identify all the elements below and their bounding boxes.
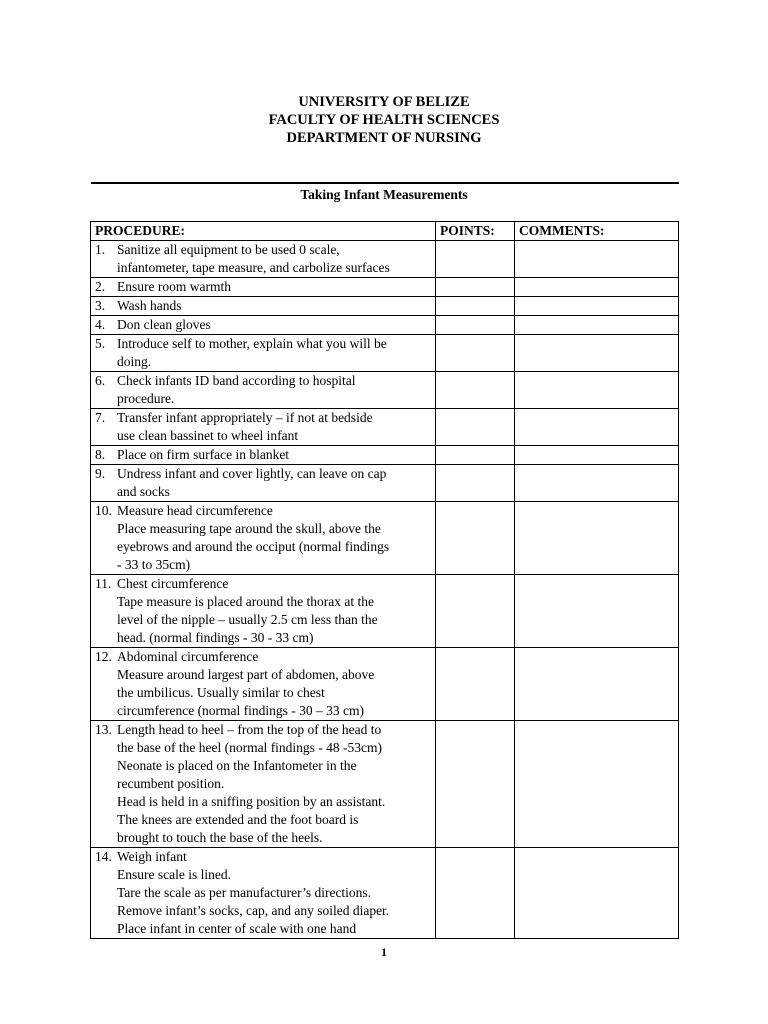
procedure-cell: [91, 372, 436, 409]
table-row: [91, 446, 679, 465]
step-text-line: Chest circumference: [117, 576, 229, 591]
step-number: 11.: [95, 576, 112, 591]
step-text-line: Tape measure is placed around the thorax at the: [117, 594, 374, 609]
step-number: 6.: [95, 373, 106, 388]
points-cell: [436, 575, 515, 648]
step-text-line: Place infant in center of scale with one hand: [117, 921, 357, 936]
comments-cell: [515, 502, 679, 575]
procedure-step: [95, 372, 431, 408]
procedure-step: [95, 278, 431, 296]
table-row: [91, 316, 679, 335]
procedure-cell: [91, 721, 436, 848]
points-cell: [436, 465, 515, 502]
table-row: [91, 372, 679, 409]
step-text-line: Ensure room warmth: [117, 279, 231, 294]
step-number: 9.: [95, 466, 106, 481]
step-text-line: head. (normal findings - 30 - 33 cm): [117, 630, 314, 645]
comments-cell: [515, 335, 679, 372]
step-text: [117, 316, 431, 334]
step-text-line: Wash hands: [117, 298, 182, 313]
procedure-cell: [91, 316, 436, 335]
procedure-step: [95, 502, 431, 574]
table-row: [91, 575, 679, 648]
step-text-line: Transfer infant appropriately – if not at bedside: [117, 410, 373, 425]
points-cell: [436, 316, 515, 335]
comments-cell: [515, 409, 679, 446]
points-cell: [436, 241, 515, 278]
procedure-step: [95, 848, 431, 938]
step-number: 1.: [95, 242, 106, 257]
step-number: 7.: [95, 410, 106, 425]
procedure-step: [95, 648, 431, 720]
step-text: [117, 648, 431, 720]
comments-cell: [515, 446, 679, 465]
points-cell: [436, 848, 515, 939]
step-text-line: circumference (normal findings - 30 – 33 cm): [117, 703, 365, 718]
step-text-line: Remove infant’s socks, cap, and any soiled diaper.: [117, 903, 390, 918]
procedure-step: [95, 241, 431, 277]
step-text: [117, 575, 431, 647]
step-text-line: the base of the heel (normal findings - 48 -53cm): [117, 740, 383, 755]
points-cell: [436, 335, 515, 372]
step-text-line: Measure around largest part of abdomen, above: [117, 667, 375, 682]
table-row: [91, 335, 679, 372]
procedure-cell: [91, 409, 436, 446]
procedure-cell: [91, 241, 436, 278]
procedure-step: [95, 465, 431, 501]
header-divider: [91, 182, 679, 184]
step-text: [117, 335, 431, 371]
step-text-line: Ensure scale is lined.: [117, 867, 231, 882]
step-number: 13.: [95, 722, 112, 737]
comments-cell: [515, 372, 679, 409]
comments-cell: [515, 465, 679, 502]
step-text: [117, 409, 431, 445]
step-text: [117, 241, 431, 277]
step-text: [117, 372, 431, 408]
procedure-step: [95, 297, 431, 315]
procedure-table: [90, 221, 679, 939]
comments-cell: [515, 575, 679, 648]
step-number: 4.: [95, 317, 106, 332]
step-text-line: Sanitize all equipment to be used 0 scale,: [117, 242, 340, 257]
procedure-cell: [91, 502, 436, 575]
procedure-cell: [91, 648, 436, 721]
procedure-cell: [91, 848, 436, 939]
procedure-cell: [91, 278, 436, 297]
step-text-line: Neonate is placed on the Infantometer in the: [117, 758, 357, 773]
points-cell: [436, 372, 515, 409]
comments-cell: [515, 297, 679, 316]
step-text-line: and socks: [117, 484, 170, 499]
step-text-line: Introduce self to mother, explain what you will be: [117, 336, 387, 351]
comments-cell: [515, 316, 679, 335]
points-cell: [436, 409, 515, 446]
comments-cell: [515, 241, 679, 278]
procedure-cell: [91, 575, 436, 648]
comments-cell: [515, 648, 679, 721]
document-header: [0, 93, 768, 147]
comments-column-header: COMMENTS:: [515, 222, 679, 241]
step-text-line: - 33 to 35cm): [117, 557, 191, 572]
step-text: [117, 721, 431, 847]
step-text: [117, 848, 431, 938]
step-text-line: the umbilicus. Usually similar to chest: [117, 685, 325, 700]
step-text-line: Abdominal circumference: [117, 649, 259, 664]
table-row: [91, 721, 679, 848]
procedure-table-body: [91, 241, 679, 939]
step-number: 8.: [95, 447, 106, 462]
comments-cell: [515, 278, 679, 297]
step-number: 14.: [95, 849, 112, 864]
step-text-line: Don clean gloves: [117, 317, 211, 332]
procedure-cell: [91, 446, 436, 465]
procedure-cell: [91, 335, 436, 372]
points-cell: [436, 278, 515, 297]
table-row: [91, 409, 679, 446]
document-title: Taking Infant Measurements: [300, 187, 468, 202]
step-text-line: Head is held in a sniffing position by an assistant.: [117, 794, 386, 809]
step-text-line: Length head to heel – from the top of the head to: [117, 722, 382, 737]
table-row: [91, 848, 679, 939]
table-header-row: [91, 222, 679, 241]
step-text-line: Check infants ID band according to hospital: [117, 373, 356, 388]
step-text-line: procedure.: [117, 391, 175, 406]
procedure-cell: [91, 297, 436, 316]
step-text: [117, 297, 431, 315]
comments-cell: [515, 848, 679, 939]
step-number: 12.: [95, 649, 112, 664]
step-text-line: The knees are extended and the foot board is: [117, 812, 359, 827]
step-text: [117, 278, 431, 296]
table-row: [91, 465, 679, 502]
step-text: [117, 446, 431, 464]
faculty-name: FACULTY OF HEALTH SCIENCES: [268, 112, 500, 128]
procedure-step: [95, 721, 431, 847]
step-text-line: Tare the scale as per manufacturer’s directions.: [117, 885, 372, 900]
points-cell: [436, 721, 515, 848]
points-column-header: POINTS:: [436, 222, 515, 241]
page-number: 1: [381, 945, 387, 959]
step-number: 10.: [95, 503, 112, 518]
points-cell: [436, 446, 515, 465]
university-name: UNIVERSITY OF BELIZE: [298, 94, 470, 110]
step-text-line: Place measuring tape around the skull, above the: [117, 521, 381, 536]
step-text-line: Measure head circumference: [117, 503, 273, 518]
procedure-cell: [91, 465, 436, 502]
table-row: [91, 297, 679, 316]
step-text: [117, 502, 431, 574]
procedure-step: [95, 446, 431, 464]
table-row: [91, 648, 679, 721]
step-number: 3.: [95, 298, 106, 313]
points-cell: [436, 297, 515, 316]
step-text-line: recumbent position.: [117, 776, 225, 791]
procedure-column-header: PROCEDURE:: [91, 222, 436, 241]
points-cell: [436, 502, 515, 575]
step-text-line: use clean bassinet to wheel infant: [117, 428, 299, 443]
step-text-line: level of the nipple – usually 2.5 cm less than the: [117, 612, 378, 627]
table-row: [91, 241, 679, 278]
procedure-step: [95, 409, 431, 445]
step-text-line: doing.: [117, 354, 152, 369]
step-text-line: eyebrows and around the occiput (normal findings: [117, 539, 390, 554]
step-text-line: brought to touch the base of the heels.: [117, 830, 323, 845]
procedure-step: [95, 335, 431, 371]
department-name: DEPARTMENT OF NURSING: [286, 130, 482, 146]
procedure-step: [95, 316, 431, 334]
step-text-line: Weigh infant: [117, 849, 187, 864]
step-text-line: Undress infant and cover lightly, can leave on cap: [117, 466, 387, 481]
step-number: 5.: [95, 336, 106, 351]
points-cell: [436, 648, 515, 721]
comments-cell: [515, 721, 679, 848]
step-text-line: Place on firm surface in blanket: [117, 447, 290, 462]
procedure-step: [95, 575, 431, 647]
table-row: [91, 502, 679, 575]
step-text-line: infantometer, tape measure, and carbolize surfaces: [117, 260, 390, 275]
step-text: [117, 465, 431, 501]
step-number: 2.: [95, 279, 106, 294]
table-row: [91, 278, 679, 297]
